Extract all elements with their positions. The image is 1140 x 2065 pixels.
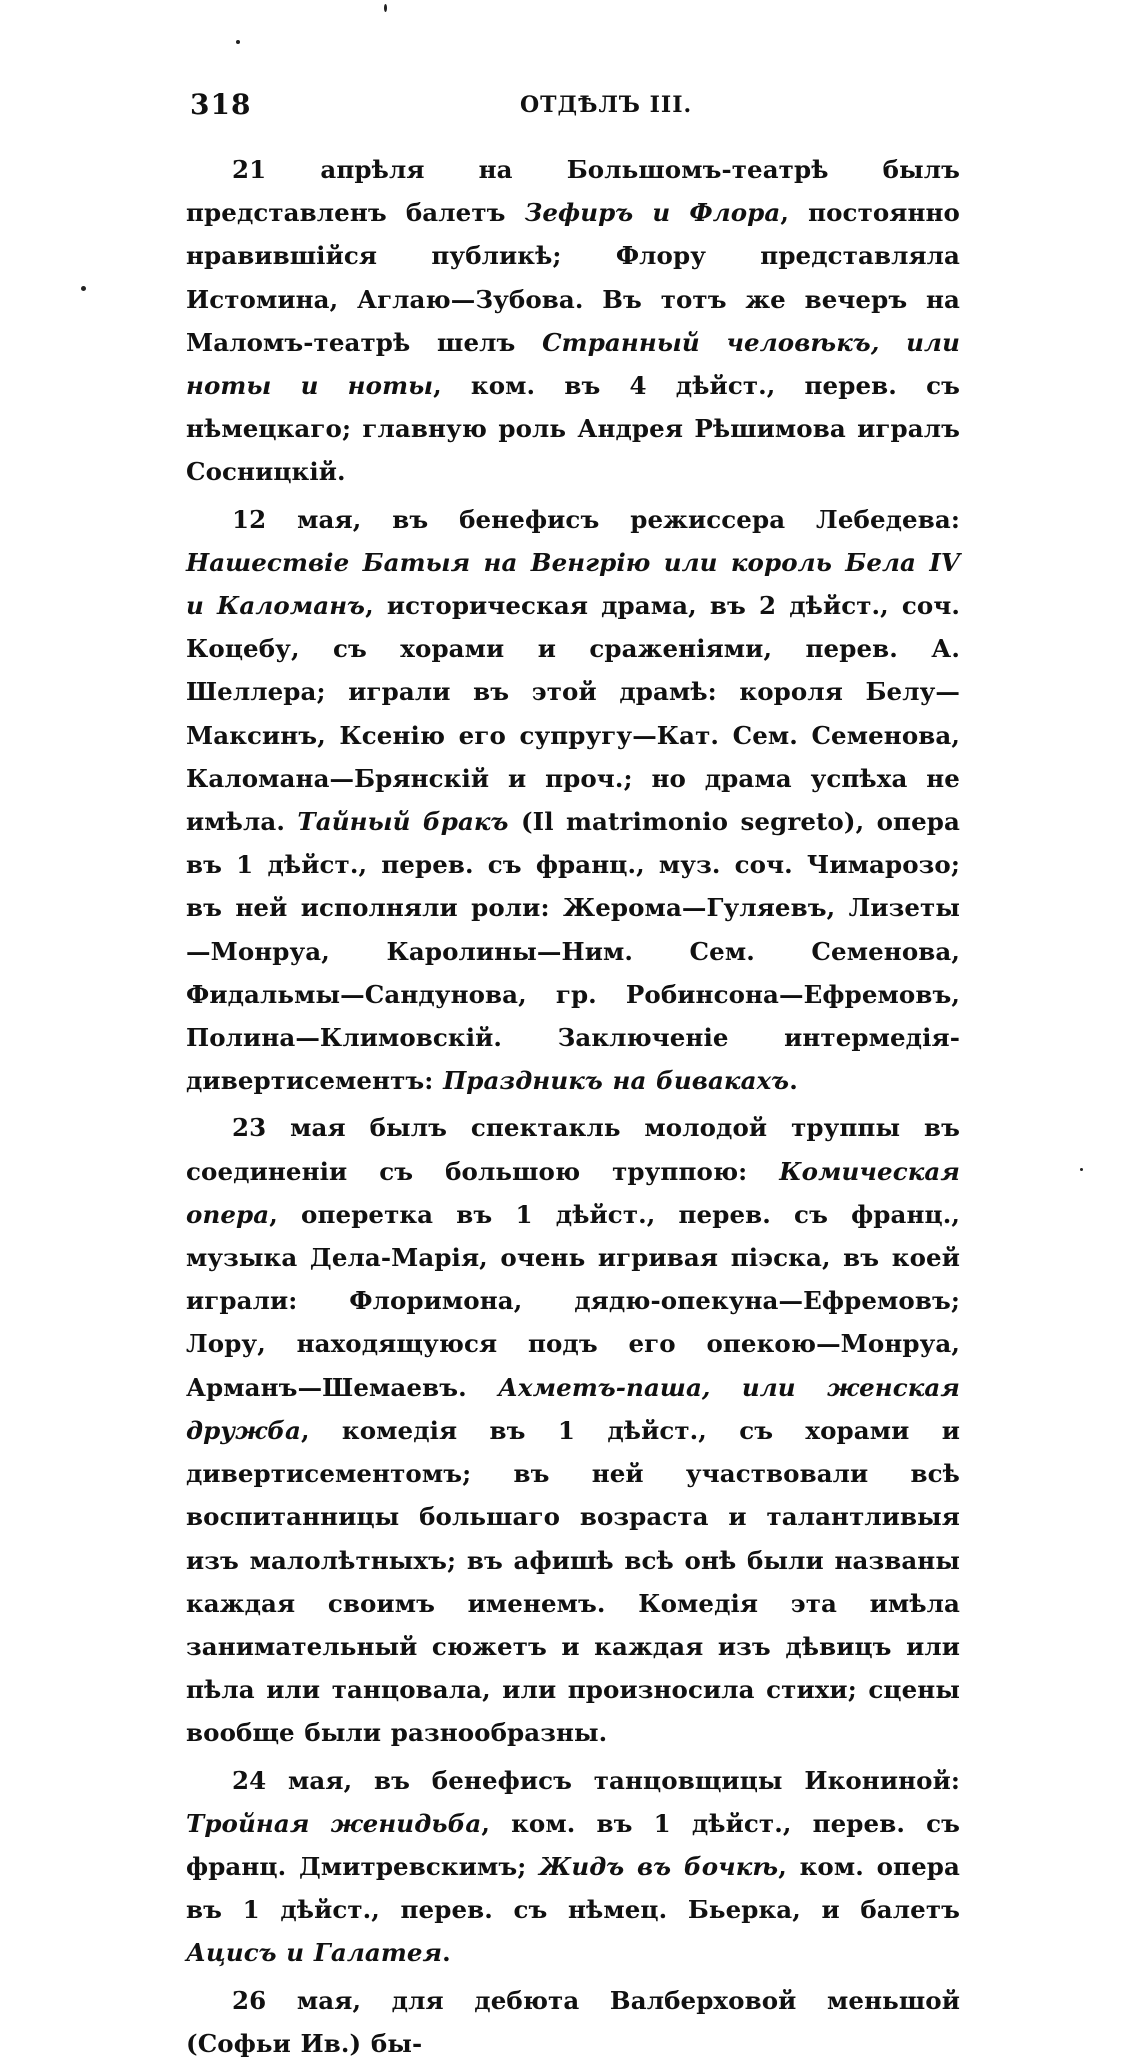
text-run: 21 апрѣля на Большомъ-театрѣ былъ представленъ балетъ — [186, 155, 960, 228]
page-number: 318 — [190, 88, 252, 121]
text-run: (Il matrimonio segreto), опера въ 1 дѣйст., перев. съ франц., муз. соч. Чимарозо; въ ней исполняли роли: Жерома—Гуляевъ, Лизеты—Монруа, Каролины—Ним. Сем. Семенова, Фидальмы—Сандунова, гр. Робинсона—Ефремовъ, Полина—Климовскій. Заключеніе интермедія-дивертисементъ: — [186, 807, 960, 1096]
text-run: 12 мая, въ бенефисъ режиссера Лебедева: — [232, 504, 960, 534]
text-run: , оперетка въ 1 дѣйст., перев. съ франц., музыка Дела-Марія, очень игривая піэска, въ коей играли: Флоримона, дядю-опекуна—Ефремовъ; Лору, находящуюся подъ его опекою—Монруа, Арманъ—Шемаевъ. — [186, 1199, 960, 1402]
title-italic: Ахметъ-паша, или женская дружба — [186, 1372, 960, 1445]
text-run: . — [789, 1066, 798, 1096]
paragraph-april-21 — [186, 148, 960, 494]
text-run: , постоянно нравившійся публикѣ; Флору представляла Истомина, Аглаю—Зубова. Въ тотъ же вечеръ на Маломъ-театрѣ шелъ — [186, 198, 960, 357]
title-italic: Странный человѣкъ, или ноты и ноты — [186, 327, 960, 401]
scan-speck — [384, 4, 387, 12]
body-text — [186, 148, 960, 2065]
title-italic: Ацисъ и Галатея — [186, 1938, 443, 1968]
text-run: . — [442, 1938, 451, 1968]
title-italic: Комическая опера — [186, 1156, 960, 1229]
paragraph-may-23 — [186, 1106, 960, 1754]
title-italic: Зефиръ и Флора — [524, 198, 781, 228]
text-run: , ком. въ 1 дѣйст., перев. съ франц. Дмитревскимъ; — [186, 1808, 960, 1881]
text-run: 24 мая, въ бенефисъ танцовщицы Икониной: — [232, 1765, 960, 1795]
title-italic: Тайный бракъ — [297, 807, 509, 837]
title-italic: Жидъ въ бочкѣ — [539, 1851, 779, 1881]
paragraph-may-26 — [186, 1979, 960, 2065]
title-italic: Нашествіе Батыя на Венгрію или король Бела IV и Каломанъ — [186, 547, 960, 621]
title-italic: Праздникъ на бивакахъ — [443, 1066, 790, 1096]
text-run: 26 мая, для дебюта Валберховой меньшой (Софьи Ив.) бы- — [186, 1985, 960, 2058]
paragraph-may-12 — [186, 498, 960, 1103]
paragraph-may-24 — [186, 1759, 960, 1975]
title-italic: Тройная женидьба — [186, 1808, 482, 1838]
text-run: , ком. въ 4 дѣйст., перев. съ нѣмецкаго; главную роль Андрея Рѣшимова игралъ Сосницкій. — [186, 371, 960, 487]
text-run: 23 мая былъ спектакль молодой труппы въ соединеніи съ большою труппою: — [186, 1113, 960, 1186]
scan-speck — [81, 286, 86, 291]
text-run: , ком. опера въ 1 дѣйст., перев. съ нѣмец. Бьерка, и балетъ — [186, 1851, 960, 1925]
page-header — [190, 88, 958, 128]
scan-speck — [236, 40, 240, 44]
scan-speck — [1080, 1168, 1083, 1171]
text-run: , комедія въ 1 дѣйст., съ хорами и дивертисементомъ; въ ней участвовали всѣ воспитанницы большаго возраста и талантливыя изъ малолѣтныхъ; въ афишѣ всѣ онѣ были названы каждая своимъ именемъ. Комедія эта имѣла занимательный сюжетъ и каждая изъ дѣвицъ или пѣла или танцовала, или произносила стихи; сцены вообще были разнообразны. — [186, 1415, 960, 1748]
running-head: ОТДѢЛЪ III. — [520, 92, 693, 118]
text-run: , историческая драма, въ 2 дѣйст., соч. Коцебу, съ хорами и сраженіями, перев. А. Шеллера; играли въ этой драмѣ: короля Белу—Максинъ, Ксенію его супругу—Кат. Сем. Семенова, Каломана—Брянскій и проч.; но драма успѣха не имѣла. — [186, 591, 960, 837]
